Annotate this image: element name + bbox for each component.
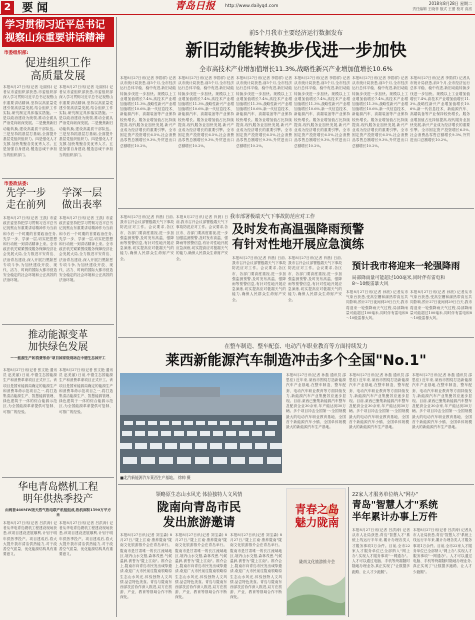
divider [118, 208, 474, 209]
weather-body-col3: 本报8月27日讯(记者 肖晨) 日前,我市召开会议部署极端天气下事故防范应对工作。会议要求,各区市、各部门要高度重视,进一步加强监测预警,及时发布高温、强降雨等预警信息,有针对性地开展应急演练,切实提高应对极端天气的能力,确保人民群众生命财产安全。 [232, 256, 286, 302]
auto-headline: 莱西新能源汽车制造冲击多个全国"No.1" [165, 353, 427, 369]
story4-body-col2: 本报8月27日讯(记者 吕洪涛) 记者从华电青岛燃机工程建设现场获悉,该项目建设进展顺利,计划于明年供热季投产。项目建成后,将大大提升我市清洁供热能力,对于改善空气质量、优化能源结构具有重要意义。 [59, 521, 113, 557]
weather-body-col1: 本报8月27日讯(记者 肖晨) 日前,我市召开会议部署极端天气下事故防范应对工作。会议要求,各区市、各部门要高度重视,进一步加强监测预警,及时发布高温、强降雨等预警信息,有针对性地开展应急演练,切实提高应对极端天气的能力,确保人民群众生命财产安全。 [120, 215, 174, 261]
tourism-headline-line2: 发出旅游邀请 [162, 515, 235, 529]
story1-kicker: 市委组织部: [4, 51, 29, 56]
story2-title-a1: 先学一步 [6, 188, 46, 199]
story3-body-col2: 本报8月27日讯(记者 张文艳 通讯员 赵美丽) 日前,中德生态园能源生产和消费革命项目正式开工。该项目是国家能源局确定的能源生产和消费革命示范项目之一,将打造集清洁能源生产、智慧能源管理、绿色建筑于一体的综合能源示范区,为全国能源革命提供可复制、可推广的经验。 [59, 368, 113, 414]
story1-body-col1: 本报8月27日讯(记者 毛丽伟) 记者从市委组织部获悉,市委组织部深入学习贯彻习近平总书记视察山东重要讲话精神,坚持以高质量党建引领高质量发展,结合组织工作实际,研究制定具体落实措施。一是以政治建设为统领,推动全面从严治党向纵深发展。二是聚焦新旧动能转换,建设高素质干部队伍。三是坚持抓基层打基础,全面提升基层党组织组织力。四是强化人才支撑,加快集聚各类优秀人才。五是加强自身建设,锻造忠诚干净担当的组织部门。 [3, 85, 57, 157]
tourism-body-col1: 本报8月27日讯(记者 刘宝森) 8月27日,"陇上江南·康养陇南"陇南文化旅游推介会在青岛举行。陇南市是甘肃唯一的长江流域地区,境内山水交错,森林茂密,气候温润,被誉为"陇上江南"。推介会上,陇南市向青岛市民发出诚挚邀请,欢迎广大市民前往陇南领略原生态山水风光,体验独特人文风情,品尝特色美食。青岛与陇南东西部扶贫协作深入推进,双方在旅游、产业、教育等领域合作不断深化。 [120, 533, 172, 600]
auto-body-col1: 本报8月27日讯(记者 孙磊 通讯员 邵思佳) 近年来,莱西市围绕打造新能源汽车产业基地,在整车制造、整车配套、电动汽车职业教育等方面持续发力,新能源汽车产业集聚效应逐步显现。目前,莱西已聚集新能源汽车整车及配套企业30余家,年产能达到30万辆。多个项目冲击全国第一:全国规模最大的电动汽车职业教育基地、全国首个新能源汽车小镇、全国单体规模最大的新能源汽车生产基地。 [286, 373, 346, 430]
tourism-headline-line1: 陇南向青岛市民 [156, 500, 241, 514]
rain-subtitle-line2: 8～10级雷暴大风 [352, 282, 389, 287]
banner-title-line2: 视察山东重要讲话精神 [5, 33, 105, 44]
story3-subtitle: ——能源生产和消费革命"项目国家级现场在中德生态园开工 [10, 356, 106, 360]
story1-title-line1: 促进组织工作 [25, 56, 91, 69]
story4-subtitle: 由两套460MW级天然气热电联产机组组成,热机面积1590万平方米 [5, 508, 111, 518]
story2-body-col2: 本报8月27日讯(记者 王凯) 市委政法委坚持把学习贯彻习近平总书记视察山东重要讲话精神作为当前和今后一个时期的首要政治任务,先学一步、学深一层,切实把思想和行动统一到讲话精神上来。全市政法机关紧紧围绕服务保障经济社会发展大局,全力推进平安青岛、法治青岛建设,深入开展扫黑除恶专项斗争,为加快建设开放、现代、活力、时尚的国际大都市营造安全稳定的社会环境和公正高效的法治环境。 [59, 216, 113, 283]
tourism-body-col3: 本报8月27日讯(记者 刘宝森) 8月27日,"陇上江南·康养陇南"陇南文化旅游推介会在青岛举行。陇南市是甘肃唯一的长江流域地区,境内山水交错,森林茂密,气候温润,被誉为"陇上江南"。推介会上,陇南市向青岛市民发出诚挚邀请,欢迎广大市民前往陇南领略原生态山水风光,体验独特人文风情,品尝特色美食。青岛与陇南东西部扶贫协作深入推进,双方在旅游、产业、教育等领域合作不断深化。 [230, 533, 282, 600]
column-rule [348, 487, 349, 617]
section-title: 要 闻 [22, 1, 48, 14]
lead-body-col4: 本报8月27日讯(记者 李勋祥) 记者从市统计局获悉,前5个月,全市经济运行总体平稳、稳中有进,新旧动能转换步伐进一步加快。规模以上工业增加值增长7.4%,高技术产业增加值增长11.3%,战略性新兴产业增加值增长10.6%,新一代信息技术、新能源汽车、高端装备等产业保持较快增长。服务业增加值占比持续提高,现代服务业加快发展,新兴产业成为经济增长的重要引擎。全市固定资产投资增长6.5%,社会消费品零售总额增长9.3%,外贸进出口总额增长10.2%。 [294, 76, 350, 148]
divider [118, 484, 474, 485]
story4-title-line2: 明年供热季投产 [23, 494, 93, 505]
lead-body-col5: 本报8月27日讯(记者 李勋祥) 记者从市统计局获悉,前5个月,全市经济运行总体平稳、稳中有进,新旧动能转换步伐进一步加快。规模以上工业增加值增长7.4%,高技术产业增加值增长11.3%,战略性新兴产业增加值增长10.6%,新一代信息技术、新能源汽车、高端装备等产业保持较快增长。服务业增加值占比持续提高,现代服务业加快发展,新兴产业成为经济增长的重要引擎。全市固定资产投资增长6.5%,社会消费品零售总额增长9.3%,外贸进出口总额增长10.2%。 [352, 76, 408, 148]
lead-body-col2: 本报8月27日讯(记者 李勋祥) 记者从市统计局获悉,前5个月,全市经济运行总体平稳、稳中有进,新旧动能转换步伐进一步加快。规模以上工业增加值增长7.4%,高技术产业增加值增长11.3%,战略性新兴产业增加值增长10.6%,新一代信息技术、新能源汽车、高端装备等产业保持较快增长。服务业增加值占比持续提高,现代服务业加快发展,新兴产业成为经济增长的重要引擎。全市固定资产投资增长6.5%,社会消费品零售总额增长9.3%,外贸进出口总额增长10.2%。 [178, 76, 234, 148]
divider [2, 324, 114, 325]
story4-title-line1: 华电青岛燃机工程 [18, 482, 98, 493]
lead-body-col3: 本报8月27日讯(记者 李勋祥) 记者从市统计局获悉,前5个月,全市经济运行总体平稳、稳中有进,新旧动能转换步伐进一步加快。规模以上工业增加值增长7.4%,高技术产业增加值增长11.3%,战略性新兴产业增加值增长10.6%,新一代信息技术、新能源汽车、高端装备等产业保持较快增长。服务业增加值占比持续提高,现代服务业加快发展,新兴产业成为经济增长的重要引擎。全市固定资产投资增长6.5%,社会消费品零售总额增长9.3%,外贸进出口总额增长10.2%。 [236, 76, 292, 148]
story4-body-col1: 本报8月27日讯(记者 吕洪涛) 记者从华电青岛燃机工程建设现场获悉,该项目建设进展顺利,计划于明年供热季投产。项目建成后,将大大提升我市清洁供热能力,对于改善空气质量、优化能源结构具有重要意义。 [3, 521, 57, 557]
lead-body-col1: 本报8月27日讯(记者 李勋祥) 记者从市统计局获悉,前5个月,全市经济运行总体平稳、稳中有进,新旧动能转换步伐进一步加快。规模以上工业增加值增长7.4%,高技术产业增加值增长11.3%,战略性新兴产业增加值增长10.6%,新一代信息技术、新能源汽车、高端装备等产业保持较快增长。服务业增加值占比持续提高,现代服务业加快发展,新兴产业成为经济增长的重要引擎。全市固定资产投资增长6.5%,社会消费品零售总额增长9.3%,外贸进出口总额增长10.2%。 [120, 76, 176, 148]
masthead [0, 0, 475, 15]
tourism-banner-title: 青春之岛 魅力陇南 [295, 503, 339, 529]
story2-body-col1: 本报8月27日讯(记者 王凯) 市委政法委坚持把学习贯彻习近平总书记视察山东重要讲话精神作为当前和今后一个时期的首要政治任务,先学一步、学深一层,切实把思想和行动统一到讲话精神上来。全市政法机关紧紧围绕服务保障经济社会发展大局,全力推进平安青岛、法治青岛建设,深入开展扫黑除恶专项斗争,为加快建设开放、现代、活力、时尚的国际大都市营造安全稳定的社会环境和公正高效的法治环境。 [3, 216, 57, 283]
auto-body-col3: 本报8月27日讯(记者 孙磊 通讯员 邵思佳) 近年来,莱西市围绕打造新能源汽车产业基地,在整车制造、整车配套、电动汽车职业教育等方面持续发力,新能源汽车产业集聚效应逐步显现。目前,莱西已聚集新能源汽车整车及配套企业30余家,年产能达到30万辆。多个项目冲击全国第一:全国规模最大的电动汽车职业教育基地、全国首个新能源汽车小镇、全国单体规模最大的新能源汽车生产基地。 [412, 373, 472, 430]
weather-kicker: 我市部署极端天气下事故防范应对工作 [230, 214, 316, 220]
tourism-banner [286, 488, 346, 616]
divider [2, 477, 114, 478]
smart-headline-line1: 青岛"智慧人才"系统 [352, 500, 438, 511]
weather-body-col4: 本报8月27日讯(记者 肖晨) 日前,我市召开会议部署极端天气下事故防范应对工作。会议要求,各区市、各部门要高度重视,进一步加强监测预警,及时发布高温、强降雨等预警信息,有针对性地开展应急演练,切实提高应对极端天气的能力,确保人民群众生命财产安全。 [288, 256, 342, 302]
auto-kicker: 在整车制造、整车配套、电动汽车职业教育等方面持续发力 [224, 344, 368, 350]
story2-title-a2: 走在前列 [6, 200, 46, 211]
divider [2, 178, 114, 179]
factory-photo [120, 373, 282, 473]
page-number-box: 2 [1, 1, 14, 14]
newspaper-logo: 青岛日报 [175, 1, 215, 12]
story2-kicker: 市委政法委: [4, 182, 29, 187]
photo-caption: ■北汽新能源汽车莱西生产基地。 徐帅 摄 [120, 475, 191, 480]
weather-headline-line2: 有针对性地开展应急演练 [232, 237, 365, 251]
smart-body-col2: 本报8月27日讯(记者 吕洪涛) 记者从市人社局获悉,青岛"智慧人才"系统上线运行半年来,累计办理各类人才服务事项1万余件。目前,全市22家人才服务单位已全部纳入"网上办",实现人才服务事项"一网通办"。人才可以通过电脑、手机等终端随时随地办理业务,真正实现了"让数据多跑路、让人才少跑腿"。 [413, 528, 472, 574]
newspaper-url: http://www.dailyqd.com [225, 4, 279, 9]
left-banner [2, 17, 114, 47]
rain-subtitle-line1: 局部降雨量可能超过100毫米,同时伴有雷电和 [352, 276, 445, 281]
rain-body-col2: 本报8月27日讯(记者 孙欣) 记者从市气象台获悉,受高空槽和副热带高压共同影响,预计27日夜间到29日白天,我市将迎来一轮强降雨天气过程,局部降雨量可能超过100毫米,同时伴有雷电和8～10级雷暴大风。 [410, 290, 472, 321]
tourism-banner-sub: 陇南文化旅游推介会 [299, 559, 335, 564]
auto-body-col2: 本报8月27日讯(记者 孙磊 通讯员 邵思佳) 近年来,莱西市围绕打造新能源汽车产业基地,在整车制造、整车配套、电动汽车职业教育等方面持续发力,新能源汽车产业集聚效应逐步显现。目前,莱西已聚集新能源汽车整车及配套企业30余家,年产能达到30万辆。多个项目冲击全国第一:全国规模最大的电动汽车职业教育基地、全国首个新能源汽车小镇、全国单体规模最大的新能源汽车生产基地。 [349, 373, 409, 430]
smart-body-col1: 本报8月27日讯(记者 吕洪涛) 记者从市人社局获悉,青岛"智慧人才"系统上线运行半年来,累计办理各类人才服务事项1万余件。目前,全市22家人才服务单位已全部纳入"网上办",实现人才服务事项"一网通办"。人才可以通过电脑、手机等终端随时随地办理业务,真正实现了"让数据多跑路、让人才少跑腿"。 [352, 528, 410, 574]
rain-body-col1: 本报8月27日讯(记者 孙欣) 记者从市气象台获悉,受高空槽和副热带高压共同影响,预计27日夜间到29日白天,我市将迎来一轮强降雨天气过程,局部降雨量可能超过100毫米,同时伴有雷电和8～10级雷暴大风。 [346, 290, 408, 321]
weather-body-col2: 本报8月27日讯(记者 肖晨) 日前,我市召开会议部署极端天气下事故防范应对工作。会议要求,各区市、各部门要高度重视,进一步加强监测预警,及时发布高温、强降雨等预警信息,有针对性地开展应急演练,切实提高应对极端天气的能力,确保人民群众生命财产安全。 [176, 215, 228, 261]
smart-headline-line2: 半年累计办事上万件 [352, 512, 438, 523]
lead-body-col6: 本报8月27日讯(记者 李勋祥) 记者从市统计局获悉,前5个月,全市经济运行总体平稳、稳中有进,新旧动能转换步伐进一步加快。规模以上工业增加值增长7.4%,高技术产业增加值增长11.3%,战略性新兴产业增加值增长10.6%,新一代信息技术、新能源汽车、高端装备等产业保持较快增长。服务业增加值占比持续提高,现代服务业加快发展,新兴产业成为经济增长的重要引擎。全市固定资产投资增长6.5%,社会消费品零售总额增长9.3%,外贸进出口总额增长10.2%。 [410, 76, 470, 143]
divider [118, 337, 474, 338]
smart-kicker: 22家人才服务单位纳入"网办" [352, 492, 418, 498]
story2-title-b2: 做出表率 [62, 200, 102, 211]
editor-line: 责任编辑 王晓菲 版式 王蕾 校对 高嵩 [412, 7, 472, 11]
lead-subhead: 全市高技术产业增加值增长11.3%,战略性新兴产业增加值增长10.6% [199, 66, 393, 73]
story3-body-col1: 本报8月27日讯(记者 张文艳 通讯员 赵美丽) 日前,中德生态园能源生产和消费革命项目正式开工。该项目是国家能源局确定的能源生产和消费革命示范项目之一,将打造集清洁能源生产、智慧能源管理、绿色建筑于一体的综合能源示范区,为全国能源革命提供可复制、可推广的经验。 [3, 368, 57, 414]
factory-photo-image [120, 373, 282, 473]
column-rule [116, 17, 117, 617]
weather-headline-line1: 及时发布高温强降雨预警 [232, 222, 365, 236]
date-line: 2018年8月28日 星期二 [428, 1, 472, 6]
lead-kicker: 前5个月我市主要经济运行数据发布 [249, 30, 343, 37]
story1-body-col2: 本报8月27日讯(记者 毛丽伟) 记者从市委组织部获悉,市委组织部深入学习贯彻习近平总书记视察山东重要讲话精神,坚持以高质量党建引领高质量发展,结合组织工作实际,研究制定具体落实措施。一是以政治建设为统领,推动全面从严治党向纵深发展。二是聚焦新旧动能转换,建设高素质干部队伍。三是坚持抓基层打基础,全面提升基层党组织组织力。四是强化人才支撑,加快集聚各类优秀人才。五是加强自身建设,锻造忠诚干净担当的组织部门。 [59, 85, 113, 157]
story1-title-line2: 高质量发展 [30, 69, 86, 82]
story2-title-b1: 学深一层 [62, 188, 102, 199]
lead-headline: 新旧动能转换步伐进一步加快 [185, 41, 407, 61]
banner-title-line1: 学习贯彻习近平总书记 [5, 20, 105, 31]
rain-headline: 预计我市将迎来一轮强降雨 [352, 262, 461, 272]
tourism-kicker: 领略原生态山水风光 体验独特人文风情 [155, 492, 243, 498]
tourism-body-col2: 本报8月27日讯(记者 刘宝森) 8月27日,"陇上江南·康养陇南"陇南文化旅游推介会在青岛举行。陇南市是甘肃唯一的长江流域地区,境内山水交错,森林茂密,气候温润,被誉为"陇上江南"。推介会上,陇南市向青岛市民发出诚挚邀请,欢迎广大市民前往陇南领略原生态山水风光,体验独特人文风情,品尝特色美食。青岛与陇南东西部扶贫协作深入推进,双方在旅游、产业、教育等领域合作不断深化。 [175, 533, 227, 600]
story3-title-line1: 推动能源变革 [28, 330, 88, 341]
story3-title-line2: 加快绿色发展 [28, 342, 88, 353]
